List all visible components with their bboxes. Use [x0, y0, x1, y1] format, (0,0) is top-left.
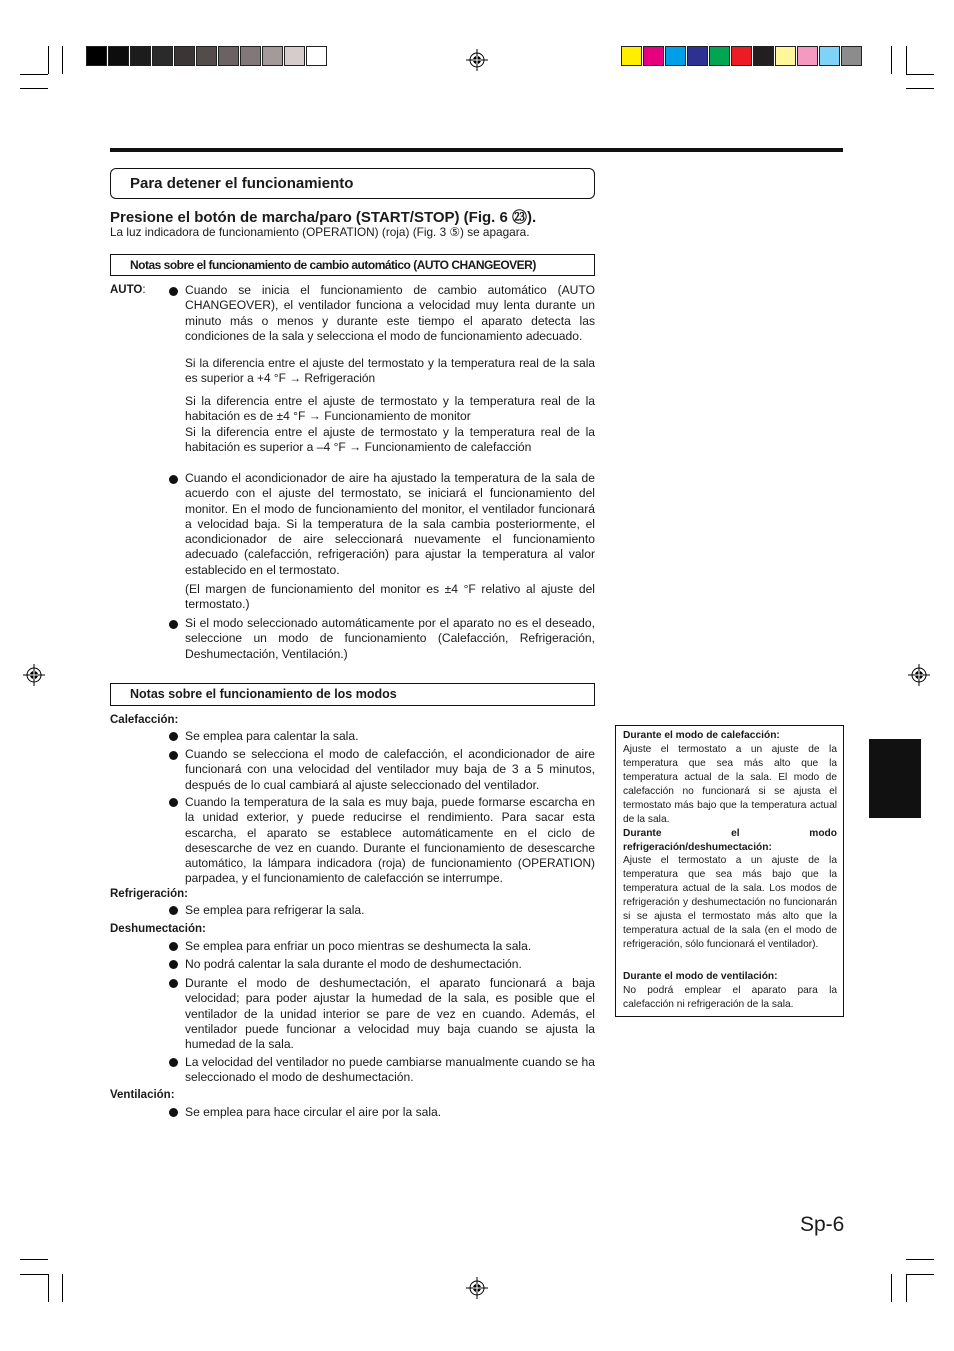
- bullet-icon: [169, 979, 178, 988]
- paragraph: Si la diferencia entre el ajuste del termostato y la temperatura real de la sala es superior a +4 °F → Refrigeración: [185, 356, 595, 386]
- color-swatch: [731, 46, 752, 66]
- color-swatch: [775, 46, 796, 66]
- color-swatch: [306, 46, 327, 66]
- color-swatch: [174, 46, 195, 66]
- color-swatch: [819, 46, 840, 66]
- paragraph: Cuando se inicia el funcionamiento de cambio automático (AUTO CHANGEOVER), el ventilador funciona a velocidad muy lenta durante un minuto más o menos y durante este tiempo el aparato detecta las condiciones de la sala y selecciona el modo de funcionamiento adecuado.: [185, 283, 595, 343]
- crop-mark: [20, 74, 48, 75]
- color-swatch: [152, 46, 173, 66]
- bullet-icon: [169, 906, 178, 915]
- crop-mark: [891, 1274, 892, 1302]
- color-swatch: [841, 46, 862, 66]
- registration-mark-icon: [908, 664, 930, 686]
- paragraph: Se emplea para hace circular el aire por la sala.: [185, 1105, 442, 1119]
- color-swatch: [196, 46, 217, 66]
- section-title: Para detener el funcionamiento: [130, 175, 354, 192]
- header-rule: [110, 148, 843, 152]
- color-swatch: [108, 46, 129, 66]
- side-note-text: No podrá emplear el aparato para la calefacción ni refrigeración de la sala.: [623, 985, 837, 1010]
- paragraph: Si la diferencia entre el ajuste de termostato y la temperatura real de la habitación es superior a –4 °F → Funcionamiento de calefacción: [185, 425, 595, 455]
- color-swatch: [240, 46, 261, 66]
- mode-label: Refrigeración:: [110, 888, 188, 900]
- color-swatch: [797, 46, 818, 66]
- auto-label-colon: :: [142, 284, 146, 296]
- paragraph: Cuando la temperatura de la sala es muy baja, puede formarse escarcha en la unidad exterior, y puede reducirse el rendimiento. Para sacar esta escarcha, el aparato se establece automáticamente en el ciclo de desescarche de vez en cuando. Durante el funcionamiento de desescarche automático, la lámpara indicadora (roja) de funcionamiento (OPERATION) parpadea, y el funcionamiento de calefacción se interrumpe.: [185, 795, 595, 886]
- paragraph: Cuando el acondicionador de aire ha ajustado la temperatura de la sala de acuerdo con el ajuste del termostato, se iniciará el funcionamiento del monitor. En el modo de funcionamiento del monitor, el ventilador funcionará a velocidad baja. Si la temperatura de la sala cambia posteriormente, el acondicionador de aire seleccionará nuevamente el funcionamiento adecuado (calefacción, refrigeración) para ajustar la temperatura al valor establecido en el termostato.: [185, 471, 595, 577]
- crop-mark: [906, 88, 934, 89]
- crop-mark: [891, 46, 892, 74]
- section-tab: [869, 739, 921, 818]
- mode-label: Deshumectación:: [110, 923, 206, 935]
- page-number: Sp-6: [800, 1213, 845, 1236]
- paragraph: Cuando se selecciona el modo de calefacción, el acondicionador de aire funcionará con una velocidad del ventilador muy baja de 3 a 5 minutos, después de lo cual cambiará al ajuste seleccionado del ventilador.: [185, 747, 595, 792]
- crop-mark: [20, 88, 48, 89]
- paragraph: Si el modo seleccionado automáticamente por el aparato no es el deseado, seleccione un modo de funcionamiento (Calefacción, Refrigeración, Deshumectación, Ventilación.): [185, 616, 595, 661]
- color-swatch: [621, 46, 642, 66]
- crop-mark: [20, 1259, 48, 1260]
- instruction-note: La luz indicadora de funcionamiento (OPERATION) (roja) (Fig. 3 ⑤) se apagara.: [110, 225, 530, 239]
- grayscale-bar: [86, 46, 328, 66]
- color-swatch: [687, 46, 708, 66]
- bullet-icon: [169, 732, 178, 741]
- bullet-icon: [169, 751, 178, 760]
- paragraph: (El margen de funcionamiento del monitor es ±4 °F relativo al ajuste del termostato.): [185, 582, 595, 612]
- side-note-heading: Durante el modo de calefacción:: [623, 730, 780, 741]
- paragraph: Durante el modo de deshumectación, el aparato funcionará a baja velocidad; para poder ajustar la humedad de la sala, es posible que el ventilador de la unidad interior se pare de vez en cuando. Además, el ventilador puede funcionar a velocidad muy baja cuando se ajusta la humedad de la sala.: [185, 976, 595, 1052]
- paragraph: Se emplea para refrigerar la sala.: [185, 903, 365, 917]
- auto-label: [110, 284, 146, 296]
- bullet-icon: [169, 620, 178, 629]
- color-swatch: [284, 46, 305, 66]
- registration-mark-icon: [466, 49, 488, 71]
- bullet-icon: [169, 475, 178, 484]
- registration-mark-icon: [466, 1277, 488, 1299]
- crop-mark: [20, 1274, 48, 1275]
- side-note-text: Ajuste el termostato a un ajuste de la temperatura que sea más bajo que la temperatura actual de la sala. Los modos de refrigeración y deshumectación no funcionarán si se ajusta el termostato más alto que la temperatura actual de la sala (en el modo de refrigeración, sólo funcionará el ventilador).: [623, 855, 837, 950]
- paragraph: Se emplea para enfriar un poco mientras se deshumecta la sala.: [185, 939, 532, 953]
- color-swatch: [709, 46, 730, 66]
- color-swatch: [218, 46, 239, 66]
- paragraph: Si la diferencia entre el ajuste de termostato y la temperatura real de la habitación es de ±4 °F → Funcionamiento de monitor: [185, 394, 595, 424]
- registration-mark-icon: [23, 664, 45, 686]
- side-note-heading: Durante el modo refrigeración/deshumectación:: [623, 828, 837, 853]
- auto-label-text: AUTO: [110, 284, 143, 296]
- bullet-icon: [169, 960, 178, 969]
- bullet-icon: [169, 287, 178, 296]
- crop-mark: [62, 46, 63, 74]
- mode-label: Ventilación:: [110, 1089, 175, 1101]
- color-swatch: [643, 46, 664, 66]
- color-swatch: [262, 46, 283, 66]
- side-note-heading: Durante el modo de ventilación:: [623, 971, 778, 982]
- crop-mark: [906, 1274, 907, 1302]
- color-swatch: [665, 46, 686, 66]
- instruction-heading: Presione el botón de marcha/paro (START/STOP) (Fig. 6 ㉓).: [110, 209, 537, 226]
- side-note-box: [615, 725, 844, 1017]
- side-note-text: Ajuste el termostato a un ajuste de la temperatura que sea más alto que la temperatura actual de la sala. El modo de calefacción no funcionará si se ajusta el termostato más bajo que la temperatura actual de la sala.: [623, 744, 837, 825]
- crop-mark: [48, 46, 49, 74]
- paragraph: Se emplea para calentar la sala.: [185, 729, 359, 743]
- color-swatch: [130, 46, 151, 66]
- bullet-icon: [169, 942, 178, 951]
- crop-mark: [906, 1259, 934, 1260]
- color-bar: [621, 46, 863, 66]
- paragraph: No podrá calentar la sala durante el modo de deshumectación.: [185, 957, 522, 971]
- section-title: Notas sobre el funcionamiento de cambio automático (AUTO CHANGEOVER): [130, 258, 536, 272]
- bullet-icon: [169, 1108, 178, 1117]
- crop-mark: [48, 1274, 49, 1302]
- crop-mark: [62, 1274, 63, 1302]
- crop-mark: [906, 46, 907, 74]
- section-title: Notas sobre el funcionamiento de los modos: [130, 687, 397, 701]
- color-swatch: [86, 46, 107, 66]
- crop-mark: [906, 1274, 934, 1275]
- paragraph: La velocidad del ventilador no puede cambiarse manualmente cuando se ha seleccionado el modo de deshumectación.: [185, 1055, 595, 1085]
- color-swatch: [753, 46, 774, 66]
- crop-mark: [906, 74, 934, 75]
- mode-label: Calefacción:: [110, 714, 179, 726]
- bullet-icon: [169, 798, 178, 807]
- bullet-icon: [169, 1058, 178, 1067]
